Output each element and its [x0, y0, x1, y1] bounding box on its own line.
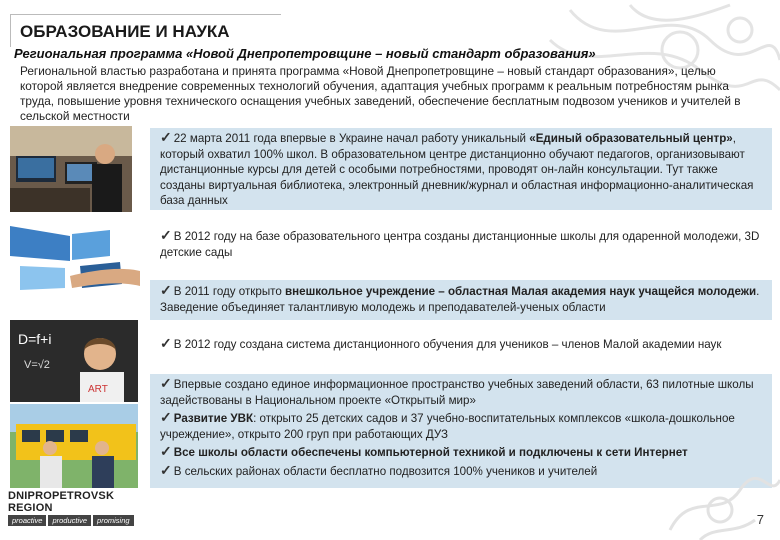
intro-paragraph: Региональной властью разработана и принята программа «Новой Днепропетровщине – новый стандарт образования», целью которой является внедрение современных технологий обучения, адаптация учебных программ к реальным потребностям рынка труда, повышение уровня технического оснащения учебных заведений, обеспечение бесплатным подвозом учеников и учителей в сельской местности: [20, 64, 741, 123]
b5-line2-bold: Развитие УВК: [173, 412, 254, 425]
b5-line4: В сельских районах области бесплатно подвозится 100% учеников и учителей: [173, 464, 598, 478]
checkmark-icon: ✓: [160, 409, 172, 425]
checkmark-icon: ✓: [160, 461, 172, 478]
b3-text-bold: внешкольное учреждение – областная Малая академия наук учащейся молодежи: [285, 285, 757, 298]
decorative-ornament-bottom: [660, 470, 780, 540]
b5-line2-post: : открыто 25 детских садов и 37 учебно-воспитательных комплексов «школа-дошкольное учреждение», открыто 200 груп при работающих ДУЗ: [160, 412, 735, 441]
b5-line1: Впервые создано единое информационное пространство учебных заведений области, 63 пилотные школы задействованы в Национальном проекте «Открытый мир»: [160, 378, 754, 407]
logo-tag: promising: [93, 515, 134, 526]
photo-student-formulas: [10, 320, 138, 402]
block-distance-learning-system: [150, 336, 772, 353]
b2-text: В 2012 году на базе образовательного центра созданы дистанционные школы для одаренной молодежи, 3D детские сады: [160, 230, 760, 259]
b1-text-pre: 22 марта 2011 года впервые в Украине начал работу уникальный: [173, 132, 530, 145]
checkmark-icon: ✓: [160, 129, 172, 145]
svg-text:D=f+i: D=f+i: [18, 331, 52, 347]
checkmark-icon: ✓: [160, 227, 172, 243]
logo-name: DNIPROPETROVSK REGION: [8, 490, 143, 514]
page-title: ОБРАЗОВАНИЕ И НАУКА: [20, 22, 230, 41]
b1-text-post: , который охватил 100% школ. В образовательном центре дистанционно обучают педагогов, организовывают дистанционные курсы для детей с особыми потребностями, проводят он-лайн консультации. Тут также созданы виртуальная библиотека, электронный дневник/журнал и областная информационно-аналитическая база данных: [160, 132, 754, 207]
b3-text-pre: В 2011 году открыто: [173, 285, 285, 298]
svg-text:ART: ART: [88, 384, 108, 395]
svg-text:V=√2: V=√2: [24, 359, 50, 371]
block-distance-schools: [150, 228, 772, 260]
b4-text: В 2012 году создана система дистанционного обучения для учеников – членов Малой академии наук: [173, 338, 722, 351]
b1-text-bold: «Единый образовательный центр»: [529, 132, 733, 145]
logo-tag: productive: [48, 515, 91, 526]
block-unified-education-center: [150, 128, 772, 210]
checkmark-icon: ✓: [160, 282, 172, 298]
photo-digital-screens: [10, 216, 140, 298]
checkmark-icon: ✓: [160, 335, 172, 351]
photo-students-computers: [10, 126, 132, 212]
program-subtitle: Региональная программа «Новой Днепропетровщине – новый стандарт образования»: [14, 46, 596, 61]
page-number: 7: [756, 512, 764, 527]
checkmark-icon: ✓: [160, 375, 172, 391]
b5-line3-bold: Все школы области обеспечены компьютерной техникой и подключены к сети Интернет: [173, 446, 688, 459]
photo-school-bus-handshake: [10, 404, 138, 488]
logo-tag: proactive: [8, 515, 46, 526]
block-small-academy: [150, 280, 772, 320]
checkmark-icon: ✓: [160, 443, 172, 459]
b3-text-post: . Заведение объединяет талантливую молодежь и преподавателей-ученых области: [160, 285, 760, 314]
region-logo: [8, 490, 143, 525]
